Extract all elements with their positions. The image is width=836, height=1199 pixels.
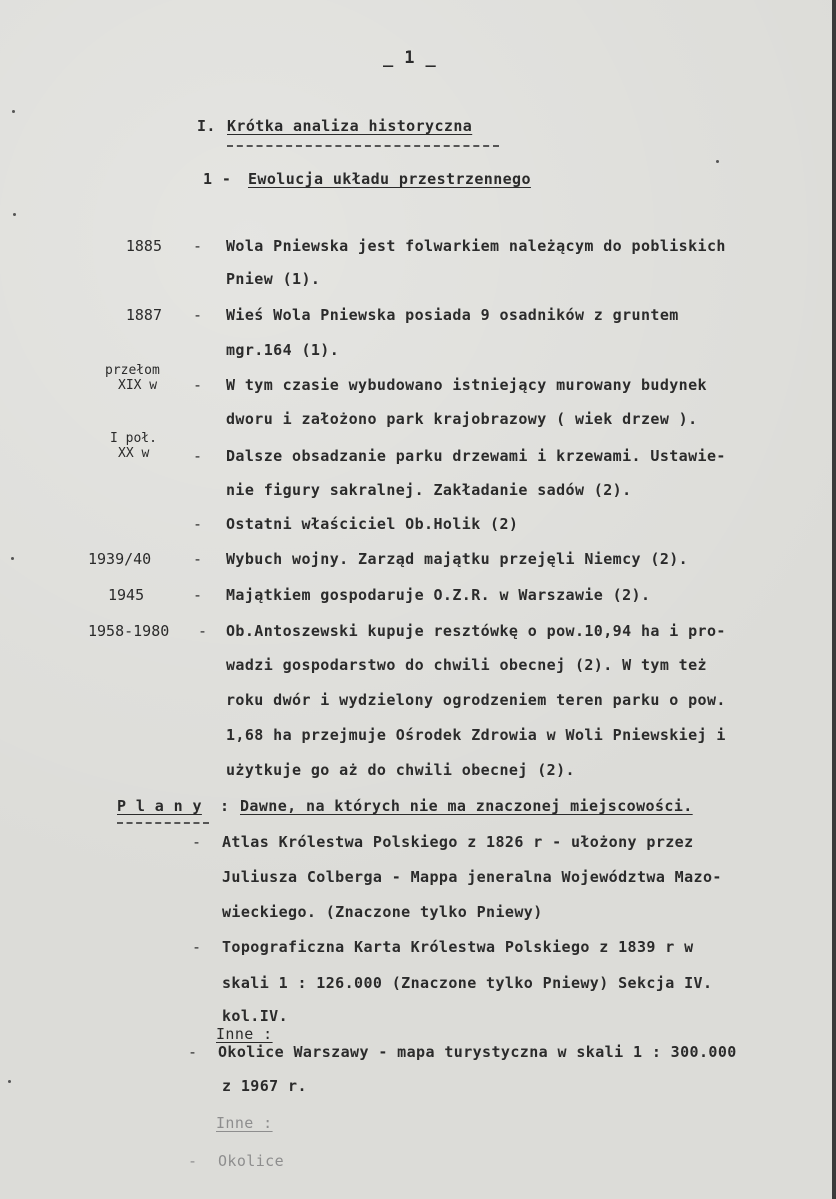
timeline-text-line: 1,68 ha przejmuje Ośrodek Zdrowia w Woli Pniewskiej i <box>226 726 726 744</box>
timeline-dash: - <box>193 550 203 568</box>
timeline-dash: - <box>193 237 203 255</box>
timeline-text-line: Pniew (1). <box>226 270 321 288</box>
margin-speck <box>12 110 15 113</box>
plans-double-underline <box>117 822 209 824</box>
timeline-dash: - <box>193 586 203 604</box>
timeline-text-line: W tym czasie wybudowano istniejący murowany budynek <box>226 376 707 394</box>
other-item-line: Okolice Warszawy - mapa turystyczna w skali 1 : 300.000 <box>218 1043 737 1061</box>
plans-item-dash: - <box>192 833 202 851</box>
timeline-text-line: Ostatni właściciel Ob.Holik (2) <box>226 515 519 533</box>
timeline-dash: - <box>193 376 203 394</box>
plans-label: P l a n y <box>117 797 202 815</box>
page-number: _ 1 _ <box>383 48 437 68</box>
timeline-year-xx: XX w <box>118 446 150 461</box>
plans-item-line: Juliusza Colberga - Mappa jeneralna Województwa Mazo- <box>222 868 722 886</box>
plans-item-line: wieckiego. (Znaczone tylko Pniewy) <box>222 903 543 921</box>
title-double-underline <box>227 145 499 147</box>
scan-edge <box>832 0 836 1199</box>
timeline-text-line: Ob.Antoszewski kupuje resztówkę o pow.10,94 ha i pro- <box>226 622 726 640</box>
other-item-dash: - <box>188 1043 198 1061</box>
timeline-year-prefix: przełom <box>105 363 160 378</box>
margin-speck <box>8 1080 11 1083</box>
other-label: Inne : <box>216 1025 273 1043</box>
timeline-year-1887: 1887 <box>125 306 162 324</box>
timeline-year-prefix: I poł. <box>110 431 157 446</box>
plans-item-dash: - <box>192 938 202 956</box>
timeline-text-line: Wola Pniewska jest folwarkiem należącym do pobliskich <box>226 237 726 255</box>
plans-item-line: skali 1 : 126.000 (Znaczone tylko Pniewy) Sekcja IV. <box>222 974 713 992</box>
plans-item-line: Topograficzna Karta Królestwa Polskiego z 1839 r w <box>222 938 694 956</box>
timeline-year-1945: 1945 <box>108 586 145 604</box>
timeline-text-line: Wieś Wola Pniewska posiada 9 osadników z gruntem <box>226 306 679 324</box>
timeline-dash: - <box>193 306 203 324</box>
timeline-text-line: nie figury sakralnej. Zakładanie sadów (2). <box>226 481 632 499</box>
timeline-text-line: Majątkiem gospodaruje O.Z.R. w Warszawie (2). <box>226 586 651 604</box>
timeline-text-line: mgr.164 (1). <box>226 341 340 359</box>
timeline-year-1958: 1958-1980 <box>88 622 170 640</box>
timeline-text-line: wadzi gospodarstwo do chwili obecnej (2). W tym też <box>226 656 707 674</box>
faint-item-text: Okolice <box>218 1152 285 1170</box>
plans-item-line: kol.IV. <box>222 1007 289 1025</box>
plans-item-line: Atlas Królestwa Polskiego z 1826 r - ułożony przez <box>222 833 694 851</box>
timeline-text-line: roku dwór i wydzielony ogrodzeniem teren parku o pow. <box>226 691 726 709</box>
timeline-dash: - <box>193 447 203 465</box>
timeline-dash: - <box>198 622 208 640</box>
timeline-text-line: Wybuch wojny. Zarząd majątku przejęli Niemcy (2). <box>226 550 689 568</box>
plans-title: Dawne, na których nie ma znaczonej miejscowości. <box>240 797 693 815</box>
subsection-title: Ewolucja układu przestrzennego <box>248 170 531 188</box>
timeline-year-xix: XIX w <box>118 378 158 393</box>
faint-other-label: Inne : <box>216 1114 273 1132</box>
section-number: I. <box>197 117 216 135</box>
faint-item-dash: - <box>188 1152 198 1170</box>
section-title: Krótka analiza historyczna <box>227 117 473 135</box>
plans-colon: : <box>220 797 230 815</box>
timeline-text-line: Dalsze obsadzanie parku drzewami i krzewami. Ustawie- <box>226 447 726 465</box>
timeline-text-line: użytkuje go aż do chwili obecnej (2). <box>226 761 575 779</box>
timeline-year-1885: 1885 <box>125 237 162 255</box>
other-item-line: z 1967 r. <box>222 1077 307 1095</box>
timeline-year-1939: 1939/40 <box>88 550 152 568</box>
margin-speck <box>716 160 719 163</box>
margin-speck <box>11 557 14 560</box>
timeline-dash: - <box>193 515 203 533</box>
timeline-text-line: dworu i założono park krajobrazowy ( wiek drzew ). <box>226 410 698 428</box>
subsection-number: 1 - <box>203 170 232 188</box>
margin-speck <box>13 213 16 216</box>
